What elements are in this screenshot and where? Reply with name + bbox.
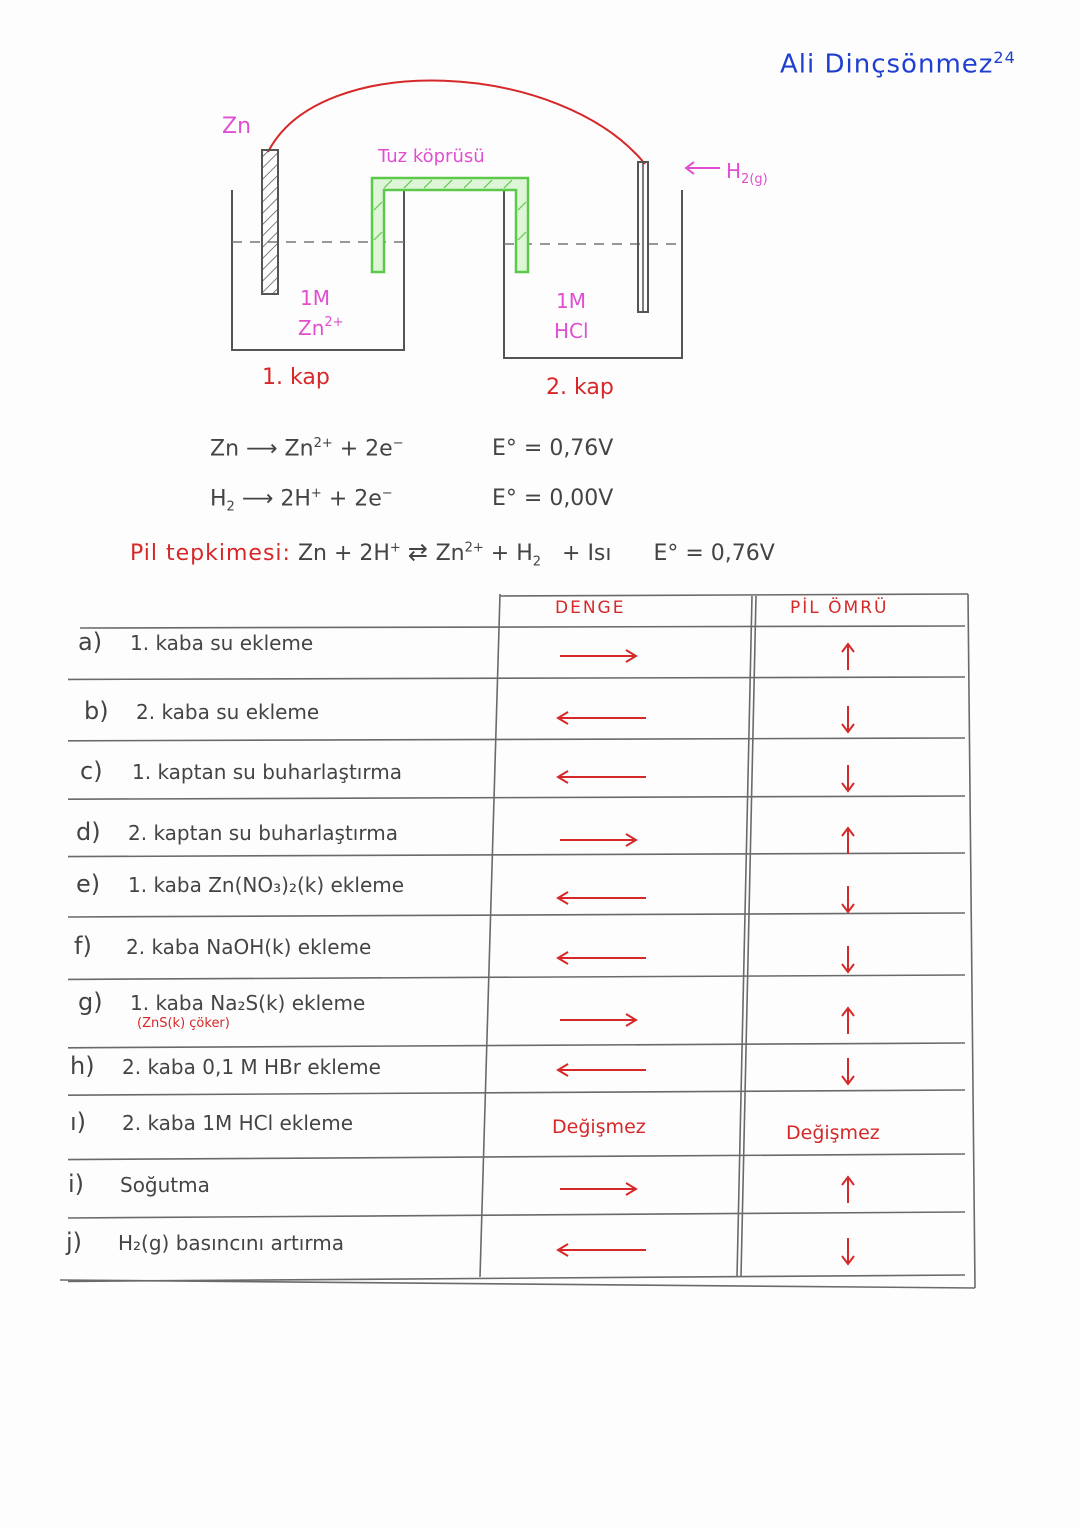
table-row-label: [66, 1228, 344, 1256]
table-hline: [68, 853, 965, 857]
row-letter: b): [84, 697, 109, 725]
row-letter: e): [76, 870, 101, 898]
table-row-label: [80, 757, 402, 785]
row-text: 2. kaba su ekleme: [136, 700, 320, 724]
table-hline: [68, 738, 965, 741]
table-row-label: [76, 818, 398, 846]
row-letter: j): [66, 1228, 83, 1256]
row-text: 2. kaba 0,1 M HBr ekleme: [122, 1055, 381, 1079]
table-hline: [68, 1212, 965, 1218]
cell-reaction: Pil tepkimesi: Zn + 2H+ ⇄ $Zn^{2+} + H_2$ + Isı E° = 0,76V: [130, 538, 775, 570]
equilibrium-no-change: Değişmez: [552, 1116, 646, 1138]
table-vline: [968, 594, 975, 1288]
table-hline: [68, 677, 965, 679]
table-row-label: [78, 988, 365, 1016]
table-row-label: [76, 870, 404, 898]
gas-label: $H_{2(g)}$: [726, 159, 768, 187]
header-equilibrium: DENGE: [555, 598, 626, 618]
salt-bridge-label: Tuz köprüsü: [378, 146, 485, 167]
row-g-note: (ZnS(k) çöker): [137, 1016, 230, 1031]
zn-electrode-label: Zn: [222, 114, 252, 139]
half-reaction-1: Zn ⟶ $Zn^{2+} + 2e^-$: [210, 436, 404, 462]
row-text: 1. kaba Zn(NO₃)₂(k) ekleme: [128, 873, 405, 897]
row-letter: d): [76, 818, 101, 846]
half-reaction-2: $H_2$ ⟶ 2H+ + 2e−: [210, 486, 393, 515]
row-text: 1. kaba su ekleme: [130, 631, 314, 655]
table-row-label: [70, 1052, 381, 1080]
table-row-label: [70, 1108, 353, 1136]
row-text: 1. kaba Na₂S(k) ekleme: [130, 991, 366, 1015]
table-row-label: [78, 628, 313, 656]
left-ion: $Zn^{2+}$: [298, 315, 344, 340]
left-concentration: 1M: [300, 286, 330, 310]
table-row-label: [68, 1170, 210, 1198]
row-text: 1. kaptan su buharlaştırma: [132, 760, 402, 784]
row-letter: h): [70, 1052, 95, 1080]
row-letter: g): [78, 988, 103, 1016]
row-text: 2. kaptan su buharlaştırma: [128, 821, 398, 845]
table-hline: [68, 975, 965, 979]
table-hline: [68, 1090, 965, 1095]
right-ion: HCl: [554, 319, 589, 343]
row-text: 2. kaba 1M HCl ekleme: [122, 1111, 354, 1135]
row-letter: a): [78, 628, 103, 656]
right-concentration: 1M: [556, 289, 586, 313]
table-hline: [68, 796, 965, 799]
row-text: H₂(g) basıncını artırma: [118, 1231, 344, 1255]
header-cell-life: PİL ÖMRÜ: [790, 598, 889, 618]
table-hline: [68, 1275, 965, 1281]
table-row-label: [74, 932, 371, 960]
table-hline: [68, 1154, 965, 1160]
table-hline: [68, 913, 965, 917]
half-reaction-2-potential: E° = 0,00V: [492, 486, 614, 511]
table-vline: [741, 596, 756, 1277]
row-letter: f): [74, 932, 92, 960]
table-vline: [737, 596, 752, 1277]
cell-reaction-label: Pil tepkimesi:: [130, 541, 291, 566]
cup-1-label: 1. kap: [262, 365, 330, 390]
half-reaction-1-potential: E° = 0,76V: [492, 436, 614, 461]
author-number: 24: [993, 48, 1016, 67]
cup-2-label: 2. kap: [546, 375, 614, 400]
row-text: Soğutma: [120, 1173, 210, 1197]
table-hline: [68, 1043, 965, 1048]
row-text: 2. kaba NaOH(k) ekleme: [126, 935, 372, 959]
table-vline: [480, 594, 500, 1277]
table-row-label: [84, 697, 319, 725]
cell-life-no-change: Değişmez: [786, 1122, 880, 1144]
author-name: Ali Dinçsönmez: [780, 49, 994, 80]
row-letter: i): [68, 1170, 85, 1198]
row-letter: c): [80, 757, 103, 785]
row-letter: ı): [70, 1108, 87, 1136]
